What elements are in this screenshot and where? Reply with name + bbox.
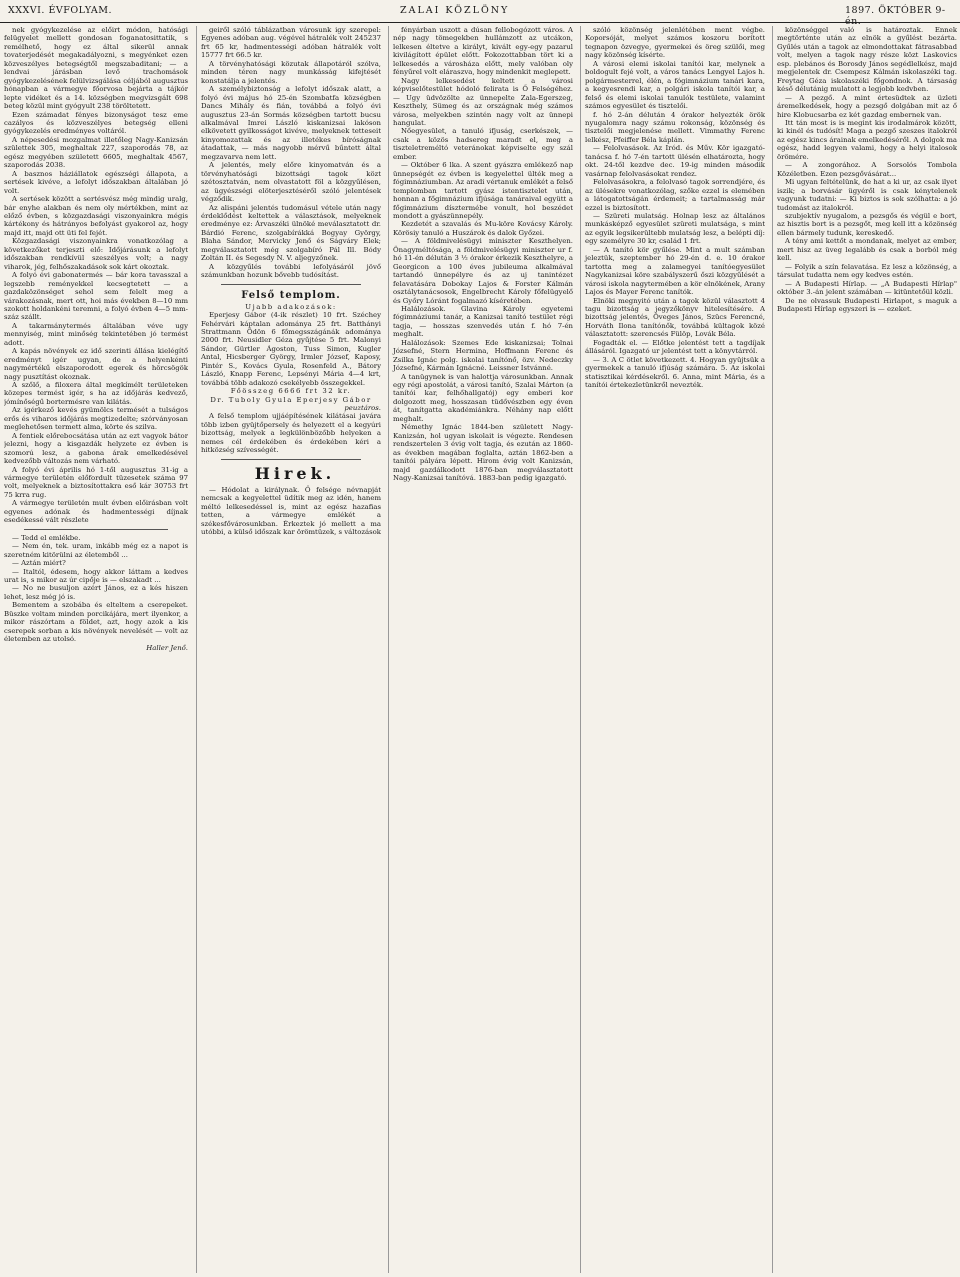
paragraph: A törvényhatósági közutak állapotáról szólva, minden téren nagy munkásság kifejtését konstatálja a jelentés. (201, 59, 381, 85)
paragraph: Itt tán most is is megint kis irodalmárok között, ki kinél és tudósít! Maga a pezgő szeszes italokról az egész kincs árainak emelkedéséről. A dolgok ma egész, hadd legyen valami, hogy a helyi italosok örömére. (777, 118, 957, 161)
total-amount: Főösszeg 6666 frt 32 kr. (230, 387, 352, 396)
paragraph: — Hódolat a királynak. Ő felsége névnapját nemcsak a kegyelettel üdítik meg az idén, hanem méltó lelkesedéssel is, mint az egész hazafias tetten, a vármegye emlékét a székesfővárosunkban. Érkeztek jó mellett a ma utóbbi, a külső időszak kar örömtüzek, s változások (201, 485, 381, 537)
paragraph: A szőlő, a filoxera által megkímélt területeken közepes termést igér, s ha az időjárás kedvező, jómínőségű bortermésre van kilátás. (4, 381, 188, 406)
paragraph: A felső templom ujjáépítésének kilátásai javára több izben gyüjtőpersely és helyezett el a kegyúri bizottság, melyek a legkülönbözőbb helyeken a nemes cél érdekében és érdekében kéri a hitközség szívességét. (201, 412, 381, 455)
paragraph: Az igérkező kevés gyümölcs termését a tulságos erős és viharos időjárás megtizedelte; szórványosan meglehetősen termett alma, körte és szilva. (4, 406, 188, 432)
newspaper-title: ZALAI KÖZLÖNY (400, 5, 510, 16)
paragraph: Nőegyesület, a tanuló ifjuság, cserkészek, — csak a közös hadsereg maradt el, meg a tiszteletreméltó veteránokat képviselte egy szál ember. (393, 127, 573, 161)
paragraph: — A zongorához. A Sorsolós Tombola Közéletben. Ezen pezsgővásárat... (777, 161, 957, 178)
news-heading: Hirek. (254, 463, 336, 483)
paragraph: Némethy Ignác 1844-ben született Nagy-Kanizsán, hol ugyan iskolait is végezte. Rendesen rendszertelen 3 évig volt tagja, és ezután az 1860-as években magában foglalta, aztán 1862-ben a tanítói pályára lépett. Hirom évig volt Kanizsán, majd gazdálkodott 1876-ban megválasztatott Nagy-Kanizsai tanítóvá. 1883-ban pedig igazgató. (393, 423, 573, 483)
paragraph: — A földmivelésügyi miniszter Keszthelyen. Önagyméltósága, a földmivelésügyi miniszter ur f. hó 11-én délután 3 ½ órakor érkezik Keszthelyre, a Georgicon a 100 éves jubileuma alkalmával tartandó ünnepélyre és az uj tanintézet felavatására Dobokay Lajos & Forster Kálmán osztálytanácsosok, Engelbrecht Károly főfelügyelő és Győry Lóránt fogalmazó kíséretében. (393, 237, 573, 305)
column-3 (388, 26, 573, 1273)
paragraph: A vármegye területén mult évben előirásban volt egyenes adónak és hadmentességi díjnak esedékessé vált részlete (4, 499, 188, 525)
paragraph: fényárban uszott a dúsan fellobogózott város. A nép nagy tömegekben hullámzott az utcákon, lelkesen éltetve a királyt, kivált egy-egy pazarul kivilágított épület előtt. Fokozottabban tört ki a lelkesedés a városháza előtt, mely valóban oly fényűrel volt eláraszva, hogy mindenkit meglepett. (393, 26, 573, 77)
paragraph: A tény ami kettőt a mondanak, melyet az ember, mert hisz az üveg legalább és csak a borból még kell. (777, 237, 957, 263)
paragraph: A személybiztonság a lefolyt időszak alatt, a folyó évi május hó 25-én Szombatfa községben Dancs Mihály és fián, továbbá a folyó évi augusztus 23-án Sormás községben tartott bucsu alkalmával Imrei László kiskanizsai lakóson elkövetett gyilkosságot kivéve, melyeknek tetteseit kinyomozattak és az illetékes bíróságnak átadattak, — más nagyobb mérvű bűntett által megzavarva nem lett. (201, 85, 381, 161)
paragraph: A takarmánytermés általában véve ugy mennyiség, mint minőség tekintetében jó termést adott. (4, 321, 188, 347)
column-1 (4, 26, 188, 1273)
paragraph: — No ne busuljon azért János, ez a kés hiszen lehet, lesz még jó is. (4, 584, 188, 601)
volume-label: XXXVI. ÉVFOLYAM. (8, 5, 112, 16)
paragraph: Mi ugyan feltételünk, de hat a ki ur, az csak ilyet iszik; a borvásár ügyéről is csak kénytelenek vagyunk tudatni: — Ki biztos is sok szólhatta: a jó tudomást az italokról. (777, 178, 957, 212)
paragraph: A basznos háziállatok egészségi állapota, a sertések kivéve, a lefolyt időszakban általában jó volt. (4, 169, 188, 195)
column-2 (196, 26, 381, 1273)
paragraph: Nagy lelkesedést keltett a városi képviselőtestület hódoló felirata is Ő Felségéhez. — Ugy üdvözölte az ünnepelte Zala-Egerszeg, Keszthely, Sümeg és az országnak még számos városa, melyekben szintén nagy volt az ünnepi hangulat. (393, 76, 573, 127)
column-4 (580, 26, 765, 1273)
paragraph: — Italtól, édesem, hogy akkor láttam a kedves urat is, s mikor az úr cipője is — elszakadt ... (4, 567, 188, 584)
signatory-role: peuztáros. (344, 404, 381, 413)
paragraph: közönséggel való is határoztak. Ennek megtörténte után az elnök a gyűlést bezárta. Gyűlés után a tagok az elmondottakat fátrasabbad volt, melyen a tagok nagy része közt Laskovics esp. plebános és Borosdy János segédlelkész, majd megjelentek dr. Csempesz Kálmán iskolaszéki tag. Freytag Géza iskolaszéki főgondnok. A társaság késő délutánig mulatott a legjobb kedvben. (777, 26, 957, 94)
paragraph: Fogadták el. — Előtke jelentést tett a tagdíjak állásáról. Igazgató ur jelentést tett a könyvtárról. (585, 338, 765, 356)
paragraph: Kezdetét a szavalás és Mu-köre Kovácsy Károly. Körösiy tanuló a Huszárok és dalok Győzei. (393, 220, 573, 237)
paragraph: De ne olvassuk Budapesti Hirlapot, s maguk a Budapesti Hírlap egyszeri is — ezeket. (777, 296, 957, 313)
column-5 (772, 26, 957, 1273)
paragraph: — 3. A C ötlet következett. 4. Hogyan gyüjtsük a gyermekek a tanuló ifjúság számára. 5. Az iskolai statisztikai kérdésekről. 6. Anna, mint Mária, és a tanítói értekezletünkről nevezték. (585, 355, 765, 390)
paragraph: Eperjesy Gábor (4-ik részlet) 10 frt. Széchey Fehérvári káptalan adománya 25 frt. Batthányi Strattmann Ödön 6 főmegsszágánák adománya 2000 frt. Neusidler Géza gyűjtése 5 frt. Malonyi Sándor, Gürtler Ágoston, Tuss Simon, Kugler Antal, Hicsberger György, Irmler József, Kaposy, Pintér S., Kovács Gyula, Rosenfeld A., Bátory László, Knapp Ferenc, Lepsényi Mária 4—4 krt, továbbá több adakozó csekélyebb összegekkel. (201, 311, 381, 387)
paragraph: Az alispáni jelentés tudomásul vétele után nagy érdeklődést keltettek a választások, melyeknek eredménye ez: Árvaszéki ülnöké meválasztatott dr. Bárdió Ferenc, szolgabírákká Bogyay György, Blaha Sándor, Mervicky Jenő és Ságváry Elek; megválasztatott még szolgabíró Pál Ill. Bódy Zoltán II. és Segesdy N. V. aljegyzőnek. (201, 203, 381, 263)
divider (24, 529, 168, 530)
paragraph: — Szüreti mulatság. Holnap lesz az általános munkásképző egyesület szüreti mulatsága, s mint az egyik legsikerültebb mulatság lesz, a belépti díj: egy személyre 30 kr, család 1 frt. (585, 211, 765, 246)
paragraph: — Folyik a szín felavatása. Ez lesz a közönség, a társulat tudatta nem egy kedves estén. (777, 262, 957, 280)
paragraph: — Aztán miért? (12, 559, 66, 568)
section-subheading: Ujabb adakozások: (245, 302, 337, 311)
divider (221, 459, 361, 460)
page-columns (4, 26, 956, 1273)
section-heading: Felső templom. (241, 289, 341, 301)
paragraph: A jelentés, mely előre kinyomatván és a törvényhatósági bizottsági tagok közt szétosztatván, nem olvastatott föl a közgyűlésen, az ügyészségi elöterjesztéséről szóló jelentések végződik. (201, 161, 381, 204)
paragraph: Halálozások: Szemes Ede kiskanizsai; Tolnai Józsefné, Stern Hermina, Hoffmann Ferenc és Zsilka Ignác polg. iskolai tanítónő, özv. Nedeczky Józsefné, Kármán Ignácné. Leissner Istvánné. (393, 338, 573, 373)
paragraph: — Október 6 lka. A szent gyászra emlékező nap ünnepségét ez évben is kegyelettel ülték meg a fógimnáziumban. Az aradi vértanuk emlékét a felső templomban tartott gyász istentisztelet után, honnan a főgimnázium ifjúsága tanáraival együtt a főgimnázium dísztermébe vonult, hol beszédet mondott a gyászünnepély. (393, 161, 573, 220)
paragraph: f. hó 2-án délután 4 órakor helyezték örök nyugalomra nagy számu rokonság, közönség és tisztelői megjelenése mellett. Vimmathy Ferenc lelkész, Pfeiffer Béla káplán. (585, 110, 765, 144)
paragraph: Felolvasásokra, a felolvasó tagok sorrendjére, és az ülésekre vonatkozólag, szőke ezzel is elemében a látogatottságán érdemeit; a tartalmasság már ezzel is biztosított. (585, 178, 765, 212)
paragraph: geiről szóló táblázatban városunk igy szerepel: Egyenes adóban aug. végével hátralék volt 245237 frt 65 kr, hadmentességi adóban hátralék volt 15777 frt 66.5 kr. (201, 26, 381, 60)
paragraph: szubjektív nyugalom, a pezsgős és végül e bort, az hisztis bort is a pezsgőt, meg kell itt a közönség ellen bármely tudunk, kereskedő. (777, 211, 957, 237)
paragraph: A városi elemi iskolai tanítói kar, melynek a boldogult fejé volt, a város tanács Lengyel Lajos h. polgármesterrel, élén, a fógimnázium tanári kara, a kegyesrendi kar, a polgári iskola tanítói kar, a felső és elemi iskolai tanulók testülete, valamint számos egyesület és tisztelői. (585, 59, 765, 111)
paragraph: Elnöki megnyitó után a tagok közül választott 4 tagu bizottság a jegyzőkönyv hitelesítésére. A bizottság jelentés, Öveges János, Szücs Ferencné, Horváth Ilona tanítónők, továbbá kültagok közé választatott: szerencsés Fülöp, Lovák Béla. (585, 296, 765, 339)
paragraph: — A pezgő. A mint értesüdtek az üzleti áremelkedések, hogy a pezsgő dolgában mit az ő hire Klobucsarba ez két gazdag embernek van. (777, 93, 957, 119)
paragraph: — Felolvasások. Az Iród. és Műv. Kör igazgató-tanácsa f. hó 7-én tartott ülésén elhatározta, hogy okt. 24-től kezdve dec. 19-ig minden második vasárnap felolvasásokat rendez. (585, 144, 765, 178)
masthead (0, 0, 960, 27)
paragraph: — A tanító kör gyűlése. Mint a mult számban jeleztük, szeptember hó 29-én d. e. 10 órakor tartotta meg a zalamegyei tanítóegyesület Nagykanizsai köre szabályszerű őszi közgyűlését a városi iskola nagytermében a kör elnökének, Arany Lajos és Mayer Ferenc tanítók. (585, 245, 765, 297)
paragraph: Bementem a szobába és elteltem a cserepeket. Büszke voltam minden porcikájára, mert ilyenkor, a mikor rászórtam a földet, azt, hogy azok a kis cserepek sorban a kis növények nevelését — volt az életemben az utolsó. (4, 601, 188, 644)
paragraph: A folyó évi gabonatermés — bár kora tavasszal a legszebb reményekkel kecsegtetett — a gazdaközönséget sehol sem felelt meg a várakozásnak, mert ott, hoi más években 8—10 mm szokott holdankéni teremni, a folyó évben 4—5 mm-száz szállt. (4, 271, 188, 322)
paragraph: Ezen számadat fényes bizonyságot tesz eme cazályos és közveszélyes betegség elleni gyógykezelés eredményes voltáról. (4, 110, 188, 136)
signatories: Dr. Tuboly Gyula Eperjesy Gábor (210, 395, 372, 404)
paragraph: — Tedd el emlékbe. (12, 533, 81, 542)
divider (221, 284, 361, 285)
author-signature: Haller Jenő. (146, 643, 188, 652)
paragraph: A népesedési mozgalmat illetőleg Nagy-Kanizsán születtek 305, meghaltak 227, szaporodás 78, az egész megyében született 6605, meghaltak 4567, szaporodás 2038. (4, 135, 188, 170)
paragraph: Közgazdasági viszonyainkra vonatkozólag a következőket terjeszti elő: Időjárásunk a lefolyt időszakban rendkívül szeszélyes volt; a nagy viharok, jég, felhőszakadások sok kárt okoztak. (4, 237, 188, 271)
paragraph: A kapás növények ez idő szerinti állása kielégítő eredményt igér ugyan, de a helyenkénti nagymértékű elszaporodott egerek és hörcsögök nagy pusztítást okoznak. (4, 347, 188, 381)
paragraph: A közgyűlés további lefolyásáról jövő számunkban hozunk bővebb tudósítást. (201, 262, 381, 280)
paragraph: szóló közönség jelenlétében ment végbe. Koporsóját, melyet számos koszoru borított tegnapon özvegye, gyermekei és öreg szülői, meg nagy közönség kísérte. (585, 26, 765, 60)
paragraph: A folyó évi április hó 1-től augusztus 31-ig a vármegye területén előfordult tüzesetek száma 97 volt, melyeknek a biztosítottakra eső kár 30753 frt 75 krra rug. (4, 465, 188, 499)
paragraph: — A Budapesti Hírlap. — „A Budapesti Hírlap" október 3.-án jelent számában — kitüntetőül közli. (777, 279, 957, 297)
paragraph: Halálozások. Glavina Károly egyetemi fógimnáziumi tanár, a Kanizsai tanító testület régi tagja, — hosszas szenvedés után f. hó 7-én meghalt. (393, 304, 573, 339)
paragraph: A tanügynek is van halottja városunkban. Annak egy régi apostolát, a városi tanító, Szalai Márton (a tanítói kar, felhőhallgatój) egy emberi kor dolgozott meg, hosszasan tüdővészben egy éven át, tanítgatta akadémiánkra. Néhány nap előtt meghalt. (393, 372, 573, 423)
paragraph: A sertések között a sertésvész még mindig uralg, bár enyhe alakban és nem oly mértékben, mint az előző évben, s közgazdasági viszonyainkra mégis kártékony és hátrányos befolyást gyakorol az, hogy majd itt, majd ott üti fel fejét. (4, 195, 188, 237)
paragraph: — Nem én, tek. uram, inkább még ez a napot is szeretném kitörülni az életemből ... (4, 542, 188, 559)
paragraph: A fentiek előrebocsátása után az ezt vagyok bátor jelezni, hogy a kisgazdák helyzete ez évben is szomorú lesz, a gabona árak emelkedésével kedvezőbb változás nem várható. (4, 431, 188, 466)
issue-date: 1897. ÖKTÓBER 9-én. (845, 5, 946, 27)
paragraph: nek gyógykezelése az előirt módon, hatósági felügyelet mellett gondosan foganatosittatik, s remélhető, hogy ez által sikerül annak tovaterjedését megakadályozni, s megyénket ezen közveszélyes betegségtől megszabaditani; — a lendvai járásban levő trachomások gyógykezelésének felülvizsgálása céljából augusztus hónapban a vármegye főorvosa bejárta a tájkór lepte vidéket és a 14. községben megvizsgált 698 beteg közül mint gyógyult 238 töröltetett. (4, 26, 188, 111)
